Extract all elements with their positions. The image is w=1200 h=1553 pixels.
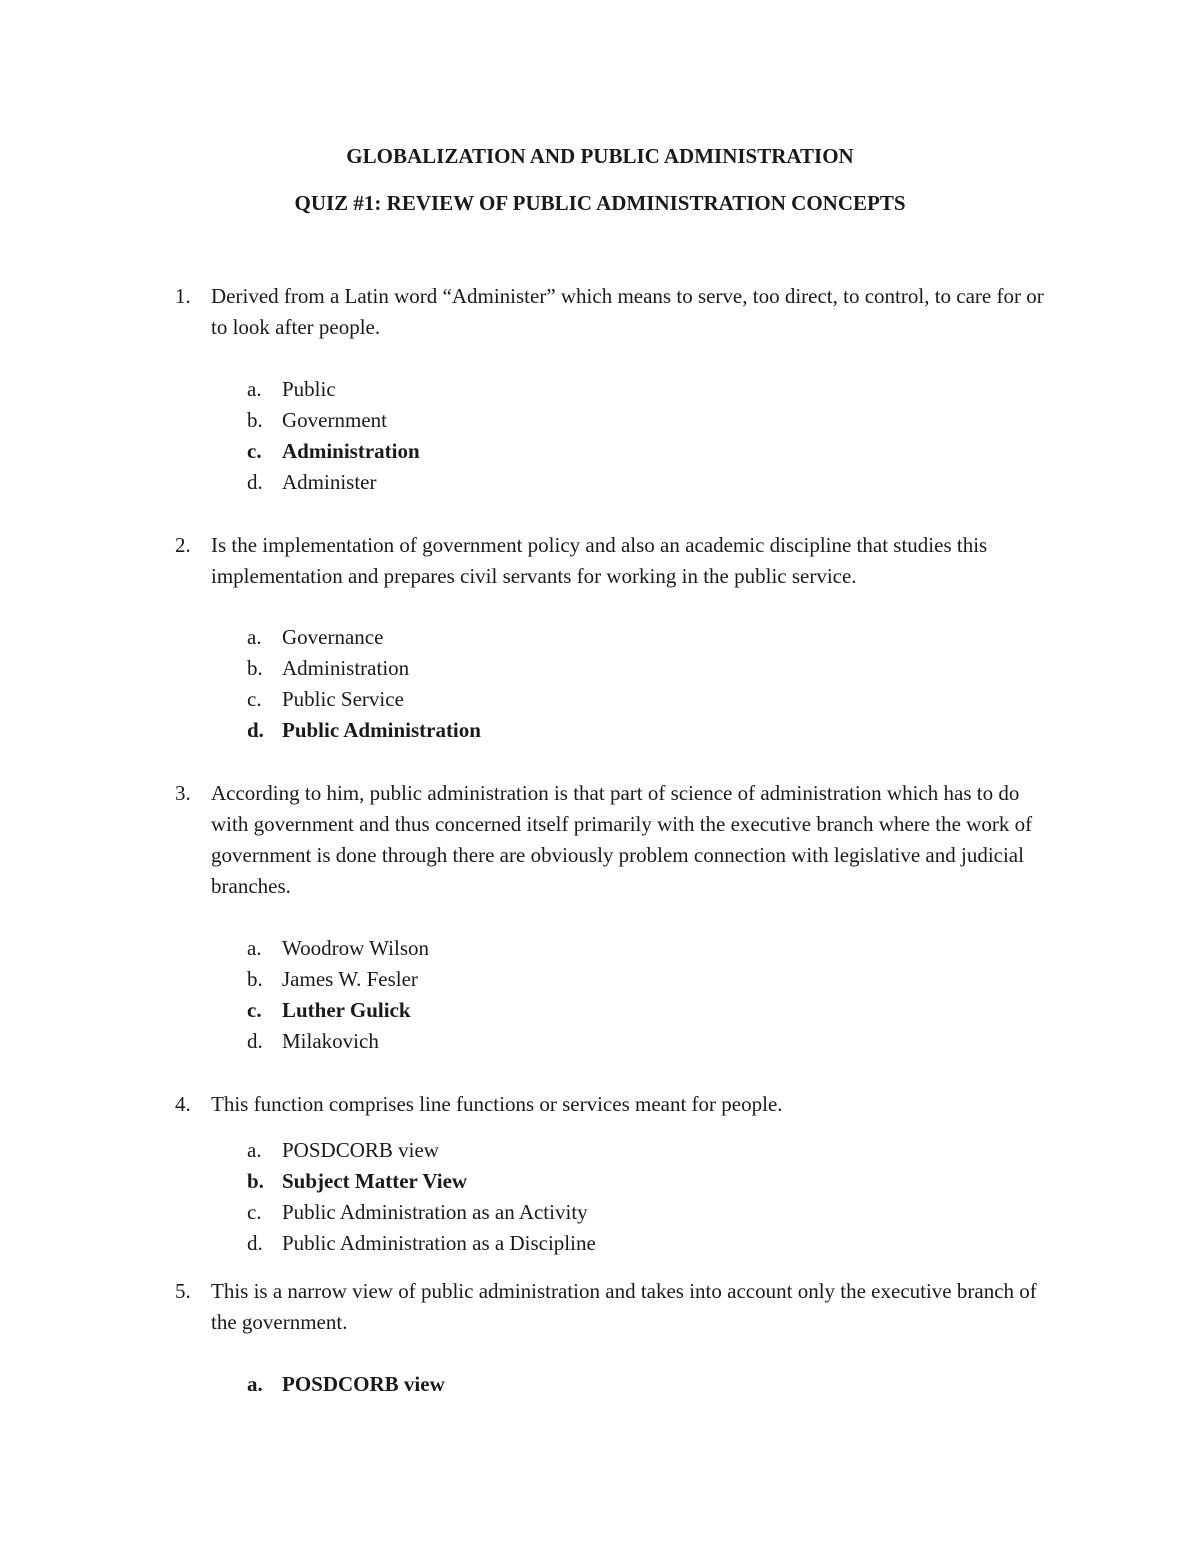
option-text: Luther Gulick (282, 998, 411, 1022)
question-text: According to him, public administration is that part of science of administration which has to do with government and thus concerned itself primarily with the executive branch where the work of government is done through there are obviously problem connection with legislative and judicial branches. (211, 781, 1033, 898)
option-text: Public (282, 377, 336, 401)
question-text: This function comprises line functions or services meant for people. (211, 1092, 783, 1116)
question-number: 1. (175, 284, 191, 308)
option-text: Milakovich (282, 1029, 379, 1053)
option-letter: b. (247, 656, 263, 680)
option-1c-correct (0, 436, 1200, 467)
question-number: 3. (175, 781, 191, 805)
question-text: Derived from a Latin word “Administer” which means to serve, too direct, to control, to care for or to look after people. (211, 284, 1044, 339)
question-text: This is a narrow view of public administration and takes into account only the executive branch of the government. (211, 1279, 1037, 1334)
option-5a-correct (0, 1369, 1200, 1400)
question-number: 5. (175, 1279, 191, 1303)
option-letter: d. (247, 1231, 263, 1255)
document-title: GLOBALIZATION AND PUBLIC ADMINISTRATION (346, 144, 854, 168)
option-text: Public Administration as an Activity (282, 1200, 588, 1224)
option-2b (0, 653, 1200, 684)
option-4a (0, 1135, 1200, 1166)
question-4-options (0, 1135, 1200, 1259)
option-text: Public Administration as a Discipline (282, 1231, 596, 1255)
question-number: 4. (175, 1092, 191, 1116)
option-1b (0, 405, 1200, 436)
option-text: Administration (282, 656, 410, 680)
option-letter: a. (247, 377, 262, 401)
option-letter: d. (247, 1029, 263, 1053)
option-1d (0, 467, 1200, 498)
option-4d (0, 1228, 1200, 1259)
option-text: Public Administration (282, 718, 481, 742)
option-letter: c. (247, 439, 262, 463)
question-number: 2. (175, 533, 191, 557)
option-text: James W. Fesler (282, 967, 418, 991)
option-3a (0, 933, 1200, 964)
option-letter: b. (247, 967, 263, 991)
option-text: Administer (282, 470, 377, 494)
option-3c-correct (0, 995, 1200, 1026)
option-letter: a. (247, 625, 262, 649)
option-letter: d. (247, 470, 263, 494)
option-text: Administration (282, 439, 420, 463)
option-letter: b. (247, 408, 263, 432)
option-letter: a. (247, 1372, 263, 1396)
question-2-options (0, 622, 1200, 746)
option-2d-correct (0, 715, 1200, 746)
option-4c (0, 1197, 1200, 1228)
option-letter: c. (247, 998, 262, 1022)
option-letter: c. (247, 1200, 262, 1224)
option-text: Subject Matter View (282, 1169, 468, 1193)
option-text: Governance (282, 625, 384, 649)
option-2c (0, 684, 1200, 715)
option-text: POSDCORB view (282, 1138, 439, 1162)
option-letter: a. (247, 936, 262, 960)
option-letter: c. (247, 687, 262, 711)
option-text: Government (282, 408, 387, 432)
option-letter: b. (247, 1169, 264, 1193)
document-subtitle: QUIZ #1: REVIEW OF PUBLIC ADMINISTRATION CONCEPTS (294, 191, 906, 215)
option-4b-correct (0, 1166, 1200, 1197)
option-1a (0, 374, 1200, 405)
option-text: POSDCORB view (282, 1372, 445, 1396)
option-3d (0, 1026, 1200, 1057)
option-letter: a. (247, 1138, 262, 1162)
question-1-options (0, 374, 1200, 498)
option-3b (0, 964, 1200, 995)
option-text: Woodrow Wilson (282, 936, 429, 960)
question-3-options (0, 933, 1200, 1057)
option-2a (0, 622, 1200, 653)
question-text: Is the implementation of government policy and also an academic discipline that studies this implementation and prepares civil servants for working in the public service. (211, 533, 988, 588)
option-text: Public Service (282, 687, 404, 711)
question-5-options (0, 1369, 1200, 1400)
option-letter: d. (247, 718, 264, 742)
